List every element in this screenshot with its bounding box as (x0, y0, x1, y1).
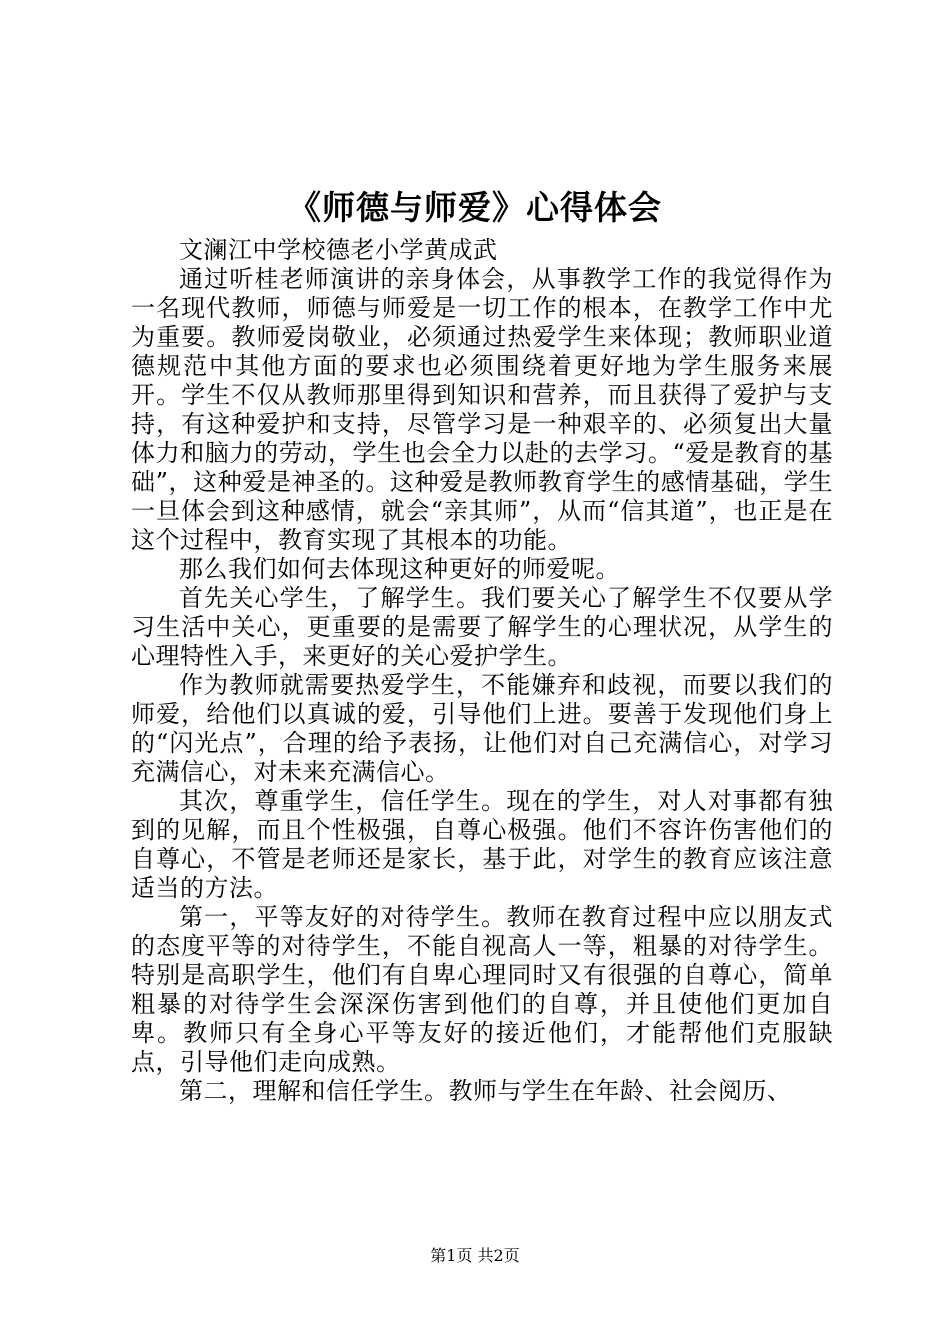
paragraph: 那么我们如何去体现这种更好的师爱呢。 (179, 555, 620, 583)
paragraph: 作为教师就需要热爱学生，不能嫌弃和歧视，而要以我们的师爱，给他们以真诚的爱，引导他们上进。要善于发现他们身上的“闪光点”，合理的给予表扬，让他们对自己充满信心，对学习充满信心，对未来充满信心。 (131, 671, 833, 786)
document-body (131, 236, 833, 1106)
paragraph: 第一，平等友好的对待学生。教师在教育过程中应以朋友式的态度平等的对待学生，不能自视高人一等，粗暴的对待学生。特别是高职学生，他们有自卑心理同时又有很强的自尊心，简单粗暴的对待学生会深深伤害到他们的自尊，并且使他们更加自卑。教师只有全身心平等友好的接近他们，才能帮他们克服缺点，引导他们走向成熟。 (131, 903, 833, 1076)
page-footer: 第1页 共2页 (430, 1246, 520, 1265)
paragraph: 通过听桂老师演讲的亲身体会，从事教学工作的我觉得作为一名现代教师，师德与师爱是一切工作的根本，在教学工作中尤为重要。教师爱岗敬业，必须通过热爱学生来体现；教师职业道德规范中其他方面的要求也必须围绕着更好地为学生服务来展开。学生不仅从教师那里得到知识和营养，而且获得了爱护与支持，有这种爱护和支持，尽管学习是一种艰辛的、必须复出大量体力和脑力的劳动，学生也会全力以赴的去学习。“爱是教育的基础”，这种爱是神圣的。这种爱是教师教育学生的感情基础，学生一旦体会到这种感情，就会“亲其师”，从而“信其道”，也正是在这个过程中，教育实现了其根本的功能。 (131, 265, 833, 554)
paragraph: 其次，尊重学生，信任学生。现在的学生，对人对事都有独到的见解，而且个性极强，自尊心极强。他们不容许伤害他们的自尊心，不管是老师还是家长，基于此，对学生的教育应该注意适当的方法。 (131, 787, 833, 902)
author-line: 文澜江中学校德老小学黄成武 (179, 236, 498, 264)
document-title: 《师德与师爱》心得体会 (288, 188, 662, 227)
paragraph: 首先关心学生，了解学生。我们要关心了解学生不仅要从学习生活中关心，更重要的是需要了解学生的心理状况，从学生的心理特性入手，来更好的关心爱护学生。 (131, 584, 833, 670)
paragraph: 第二，理解和信任学生。教师与学生在年龄、社会阅历、 (179, 1077, 792, 1105)
